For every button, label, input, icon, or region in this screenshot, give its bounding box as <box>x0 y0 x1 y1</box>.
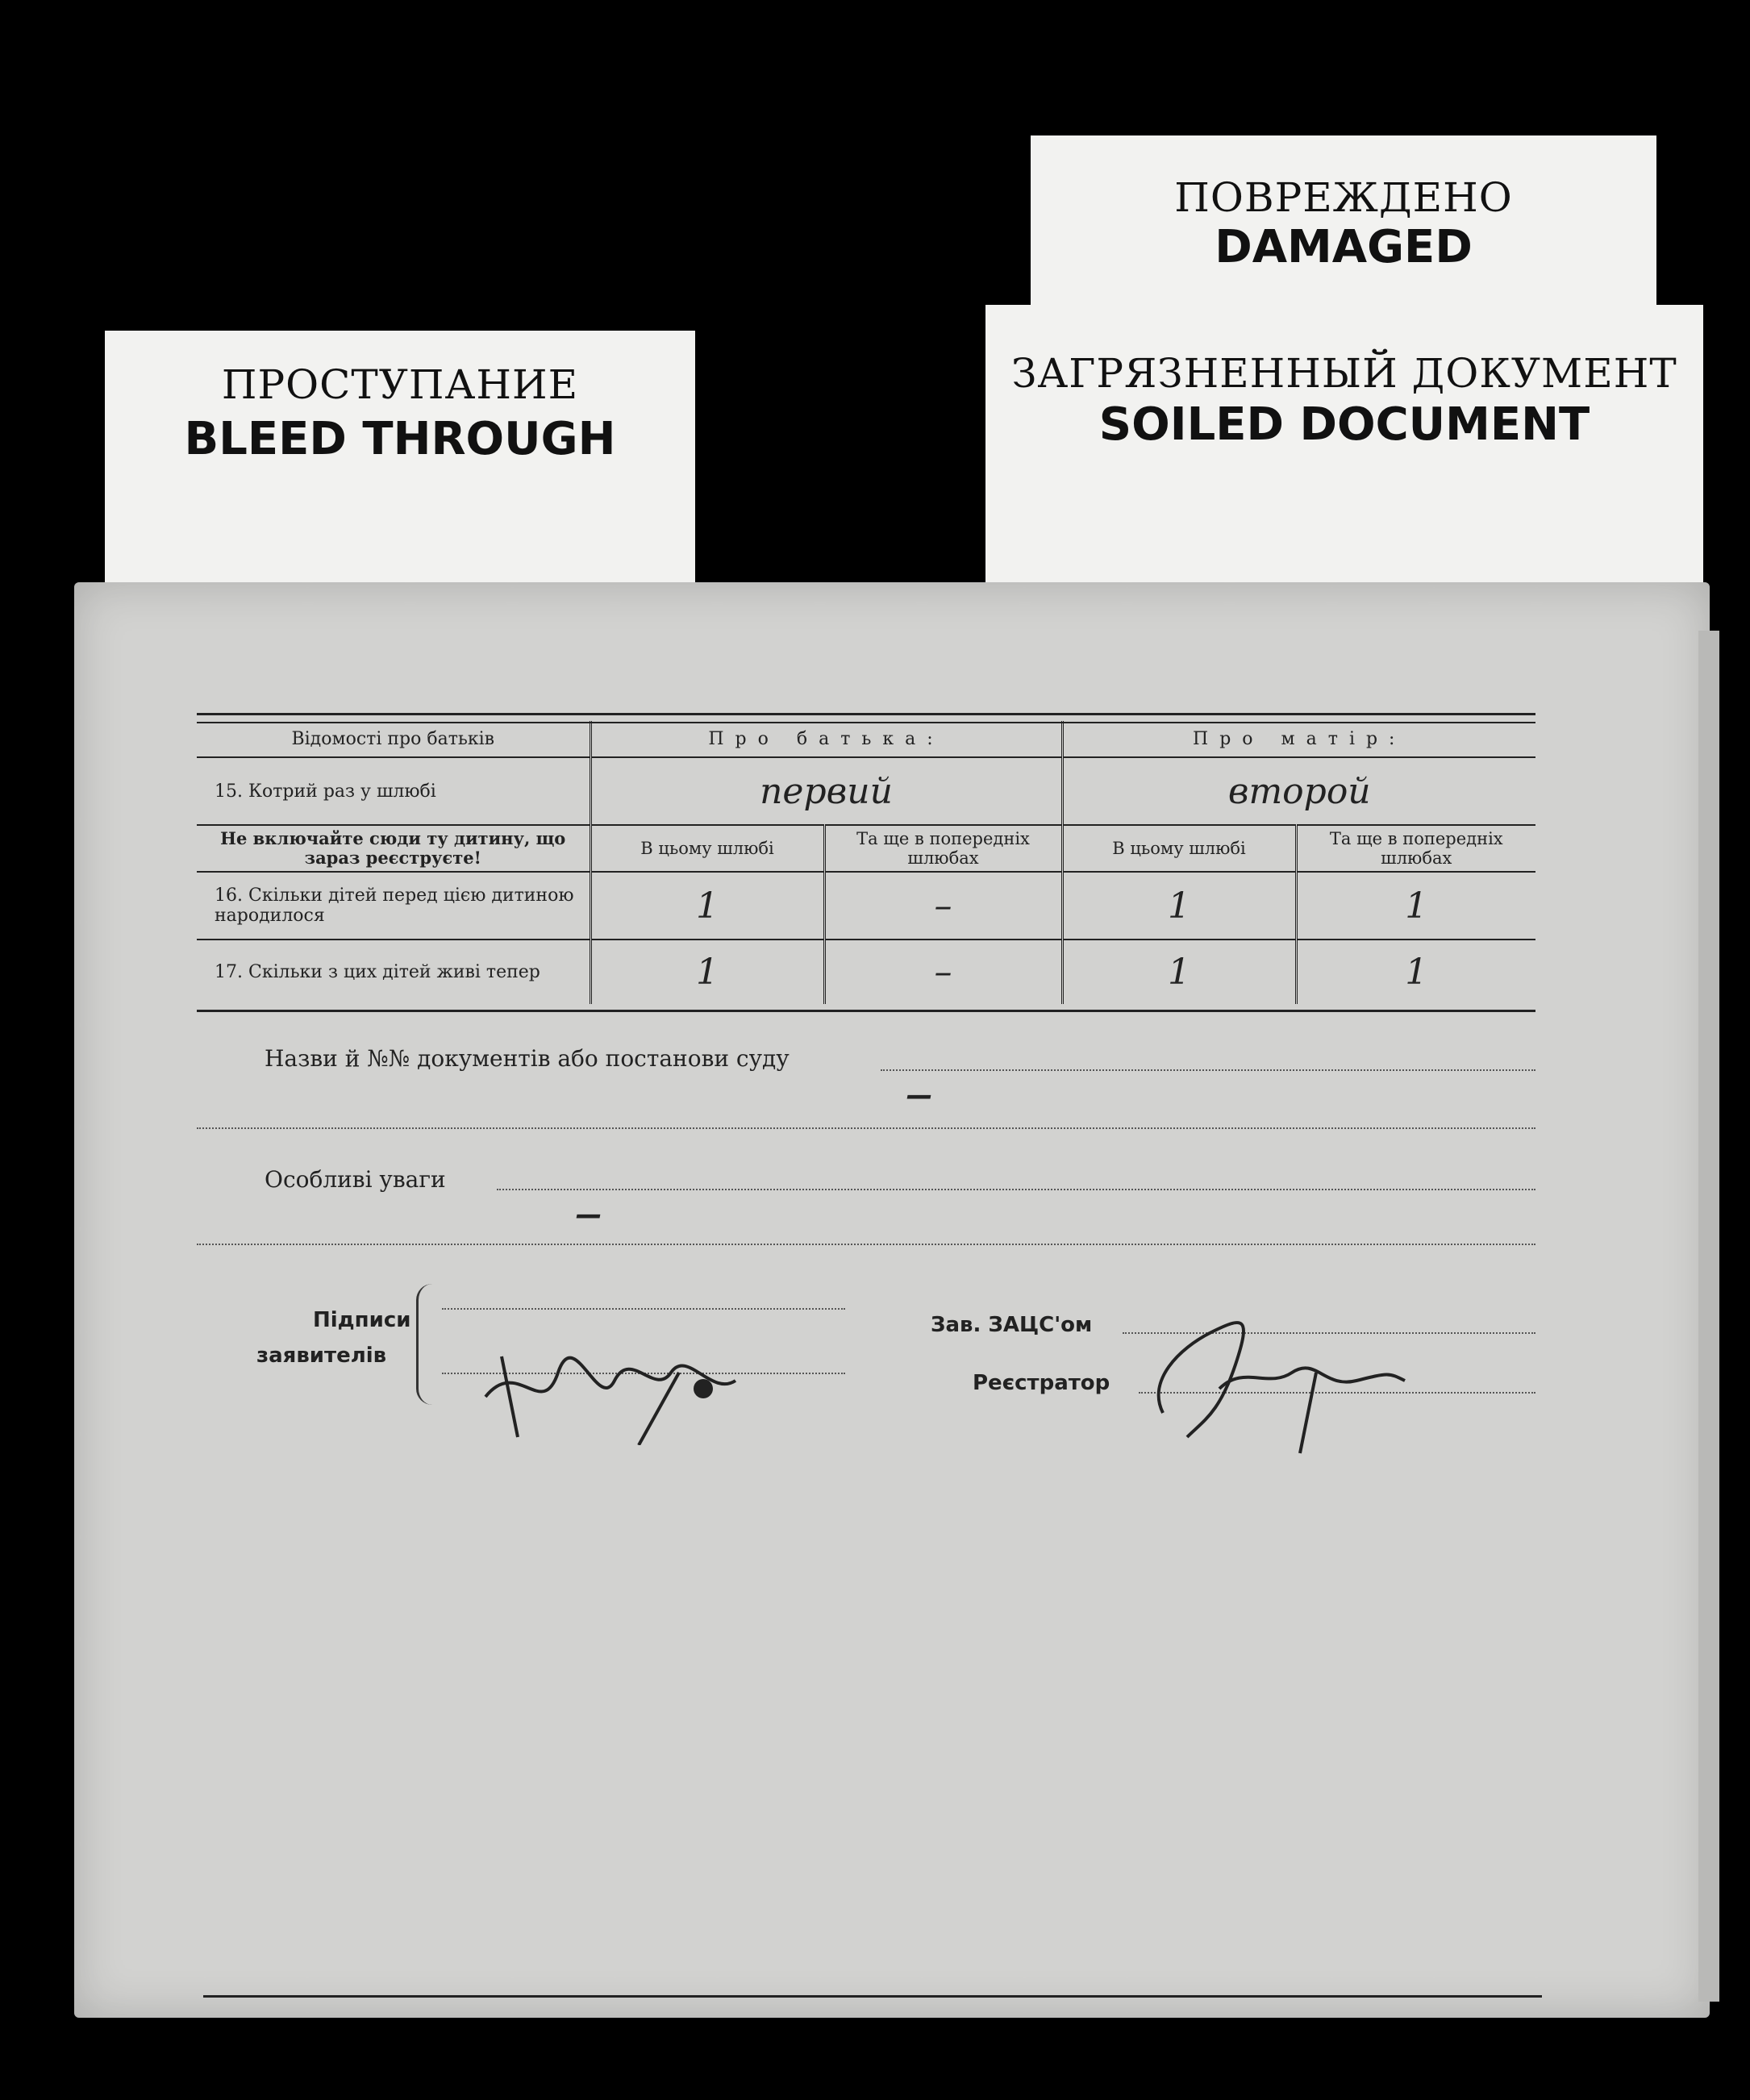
signature-line-1 <box>442 1308 845 1310</box>
row16-value-1: 1 <box>590 872 824 940</box>
table-subheader-row <box>197 825 1535 872</box>
remarks-dotted-line-2 <box>197 1244 1535 1245</box>
header-mother: Про матір: <box>1062 721 1535 757</box>
row17-label: 17. Скільки з цих дітей живі тепер <box>215 962 540 982</box>
page-bottom-rule <box>203 1995 1542 1998</box>
table-header-row <box>197 721 1535 757</box>
soiled-en-label: SOILED DOCUMENT <box>1098 398 1590 451</box>
row16-label: 16. Скільки дітей перед цією дитиною народилося <box>215 885 574 926</box>
remarks-value: – <box>574 1179 602 1245</box>
table-bottom-rule <box>197 1010 1535 1017</box>
row16-value-2: – <box>824 872 1062 940</box>
header-father: Про батька: <box>590 721 1062 757</box>
bleed-ru-label: ПРОСТУПАНИЕ <box>221 361 579 408</box>
row17-value-4: 1 <box>1296 940 1535 1004</box>
row15-label: 15. Котрий раз у шлюбі <box>215 781 436 802</box>
soiled-ru-label: ЗАГРЯЗНЕННЫЙ ДОКУМЕНТ <box>1011 350 1677 397</box>
subheader-col-1: В цьому шлюбі <box>590 825 824 872</box>
documents-dotted-line-2 <box>197 1127 1535 1129</box>
signatures-brace <box>416 1284 435 1405</box>
damaged-ru-label: ПОВРЕЖДЕНО <box>1174 174 1513 221</box>
soiled-document-tag <box>985 305 1703 589</box>
table-row-16 <box>197 872 1535 940</box>
remarks-dotted-line <box>497 1189 1535 1190</box>
documents-label: Назви й №№ документів або постанови суду <box>265 1045 790 1072</box>
signatures-label-1: Підписи <box>313 1308 411 1332</box>
table-row-15 <box>197 757 1535 825</box>
document-page <box>74 582 1710 2018</box>
damaged-en-label: DAMAGED <box>1215 221 1473 273</box>
remarks-label: Особливі уваги <box>265 1166 446 1193</box>
head-label: Зав. ЗАЦС'ом <box>931 1313 1093 1337</box>
subheader-note: Не включайте сюди ту дитину, що зараз реєструєте! <box>220 828 566 868</box>
page-edge <box>1698 631 1719 2002</box>
applicant-signature <box>469 1324 776 1445</box>
subheader-col-4: Та ще в попередніх шлюбах <box>1296 825 1535 872</box>
table-row-17 <box>197 940 1535 1004</box>
parents-info-table <box>197 721 1535 1004</box>
row17-value-1: 1 <box>590 940 824 1004</box>
damaged-tag <box>1031 135 1656 313</box>
registrar-signature <box>1131 1300 1421 1461</box>
documents-dotted-line <box>881 1069 1535 1071</box>
signatures-label-2: заявителів <box>256 1344 387 1368</box>
row17-value-3: 1 <box>1062 940 1296 1004</box>
row16-value-4: 1 <box>1296 872 1535 940</box>
row16-value-3: 1 <box>1062 872 1296 940</box>
row15-mother: второй <box>1062 757 1535 825</box>
subheader-col-2: Та ще в попередніх шлюбах <box>824 825 1062 872</box>
bleed-en-label: BLEED THROUGH <box>184 413 616 465</box>
subheader-col-3: В цьому шлюбі <box>1062 825 1296 872</box>
row15-father: первий <box>590 757 1062 825</box>
documents-value: – <box>905 1060 933 1126</box>
row17-value-2: – <box>824 940 1062 1004</box>
header-info: Відомості про батьків <box>197 721 590 757</box>
bleed-through-tag <box>105 331 695 589</box>
registrar-label: Реєстратор <box>973 1371 1110 1395</box>
